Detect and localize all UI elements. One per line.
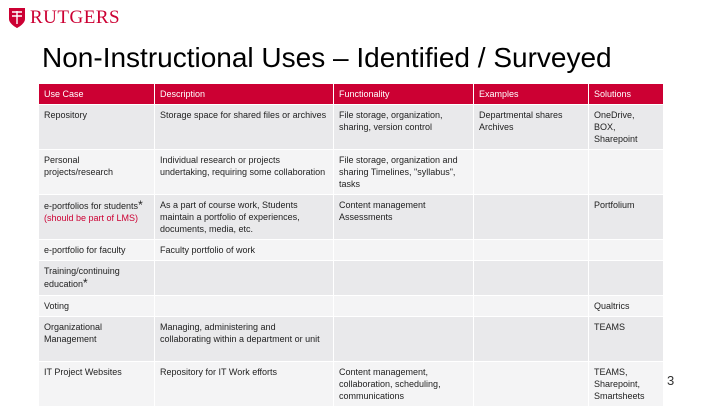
cell-description: Repository for IT Work efforts <box>155 362 334 407</box>
cell-solutions: Portfolium <box>589 195 664 240</box>
table-row <box>39 362 664 407</box>
page-number: 3 <box>667 373 675 388</box>
use-case-text: e-portfolios for students <box>44 201 139 211</box>
table-row <box>39 261 664 296</box>
cell-functionality: File storage, organization, sharing, version control <box>334 105 474 150</box>
cell-functionality: Content management Assessments <box>334 195 474 240</box>
cell-functionality <box>334 261 474 296</box>
cell-solutions: TEAMS, Sharepoint, Smartsheets <box>589 362 664 407</box>
header-functionality: Functionality <box>334 84 474 105</box>
cell-functionality <box>334 240 474 261</box>
cell-description <box>155 296 334 317</box>
use-case-note: (should be part of LMS) <box>44 213 139 223</box>
cell-description: Individual research or projects undertaking, requiring some collaboration <box>155 150 334 195</box>
cell-examples <box>474 240 589 261</box>
asterisk: * <box>138 198 143 212</box>
cell-examples <box>474 261 589 296</box>
cell-use-case <box>39 261 155 296</box>
cell-use-case: IT Project Websites <box>39 362 155 407</box>
cell-description: Storage space for shared files or archives <box>155 105 334 150</box>
header-description: Description <box>155 84 334 105</box>
table-row <box>39 240 664 261</box>
rutgers-logo <box>8 5 128 31</box>
table-row <box>39 296 664 317</box>
cell-examples <box>474 195 589 240</box>
cell-use-case: Organizational Management <box>39 317 155 362</box>
cell-functionality: Content management, collaboration, scheduling, communications <box>334 362 474 407</box>
cell-use-case: Voting <box>39 296 155 317</box>
cell-description: Managing, administering and collaborating within a department or unit <box>155 317 334 362</box>
cell-examples <box>474 296 589 317</box>
use-case-text: Training/continuing education <box>44 266 120 289</box>
use-case-table <box>38 83 664 407</box>
cell-use-case <box>39 195 155 240</box>
table-header-row <box>39 84 664 105</box>
cell-functionality <box>334 317 474 362</box>
cell-functionality <box>334 296 474 317</box>
cell-description: As a part of course work, Students maintain a portfolio of experiences, documents, media, etc. <box>155 195 334 240</box>
header-use-case: Use Case <box>39 84 155 105</box>
cell-examples <box>474 362 589 407</box>
header-solutions: Solutions <box>589 84 664 105</box>
table-row <box>39 105 664 150</box>
asterisk: * <box>83 276 88 290</box>
cell-description <box>155 261 334 296</box>
cell-solutions <box>589 150 664 195</box>
header-examples: Examples <box>474 84 589 105</box>
rutgers-shield-icon <box>8 7 26 29</box>
cell-solutions: OneDrive, BOX, Sharepoint <box>589 105 664 150</box>
cell-examples <box>474 317 589 362</box>
table-row <box>39 150 664 195</box>
cell-solutions <box>589 240 664 261</box>
cell-solutions: Qualtrics <box>589 296 664 317</box>
slide-title: Non-Instructional Uses – Identified / Surveyed <box>42 42 612 73</box>
cell-solutions <box>589 261 664 296</box>
cell-examples: Departmental shares Archives <box>474 105 589 150</box>
table-row <box>39 195 664 240</box>
cell-use-case: e-portfolio for faculty <box>39 240 155 261</box>
cell-solutions: TEAMS <box>589 317 664 362</box>
cell-description: Faculty portfolio of work <box>155 240 334 261</box>
table-row <box>39 317 664 362</box>
cell-use-case: Personal projects/research <box>39 150 155 195</box>
rutgers-wordmark: RUTGERS <box>30 7 121 28</box>
cell-use-case: Repository <box>39 105 155 150</box>
cell-examples <box>474 150 589 195</box>
cell-functionality: File storage, organization and sharing Timelines, "syllabus", tasks <box>334 150 474 195</box>
